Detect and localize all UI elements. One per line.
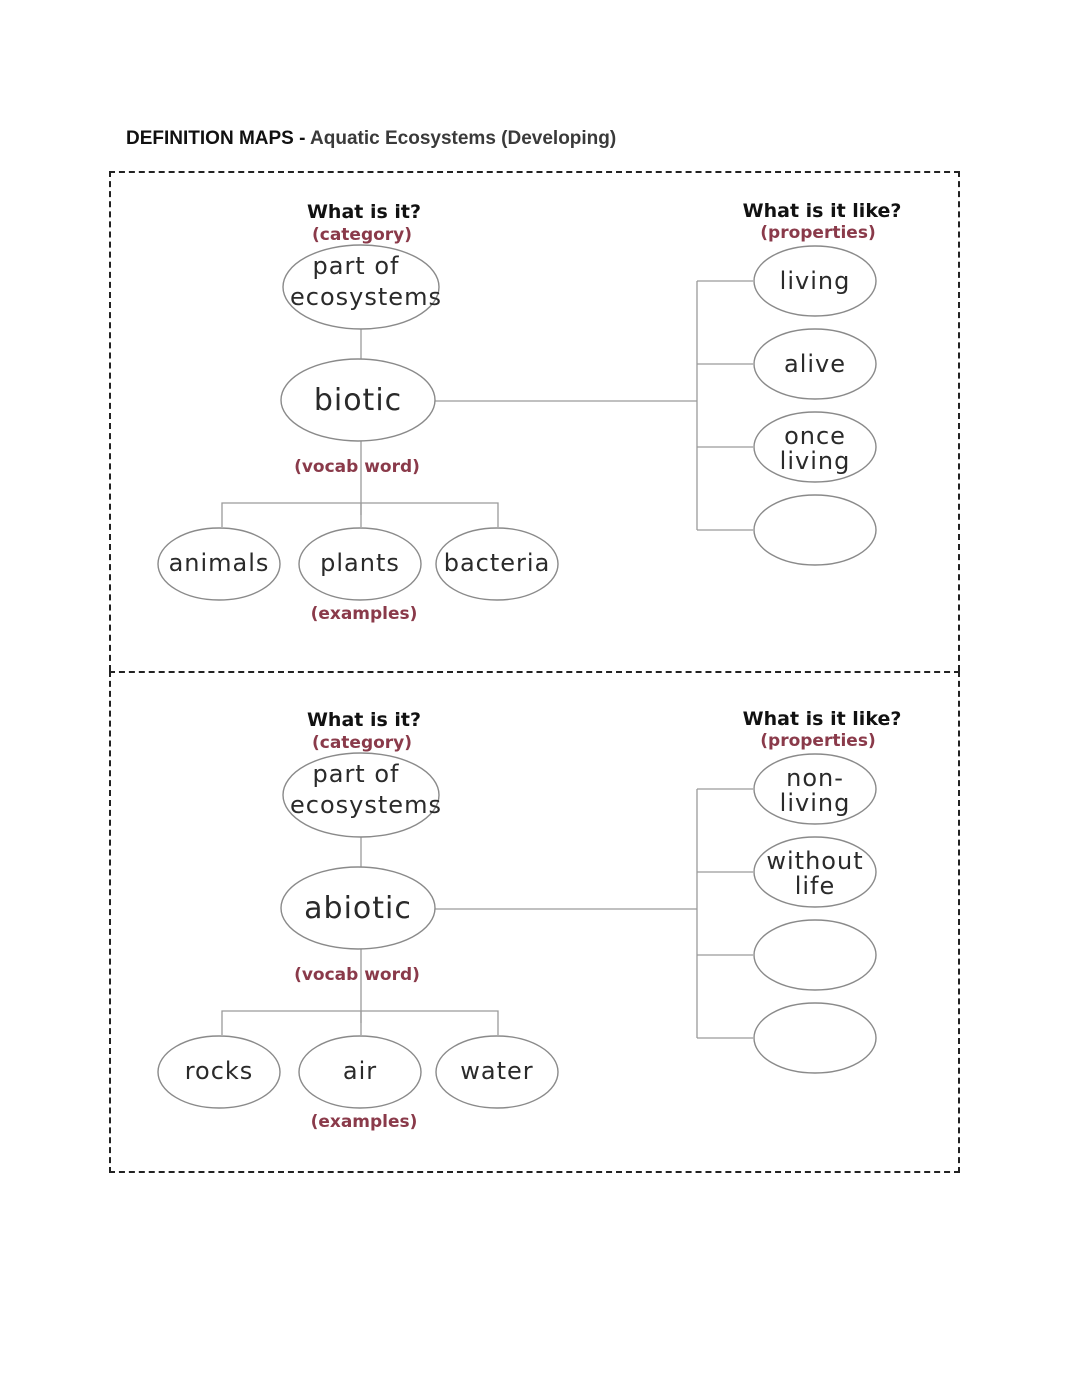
property-oval-4 [754,1003,876,1073]
category-line-2: ecosystems [290,283,442,311]
example-2: plants [320,549,400,577]
category-line-1: part of [312,252,400,280]
vocab-word: biotic [313,383,403,418]
property-oval-4 [754,495,876,565]
property-2: alive [783,350,847,378]
property-oval-3 [754,920,876,990]
vocab-word-label: (vocab word) [294,965,420,985]
example-1: animals [168,549,270,577]
vocab-word-label: (vocab word) [294,457,420,477]
category-line-2: ecosystems [290,791,442,819]
example-2: air [342,1057,378,1085]
examples-label: (examples) [310,1112,418,1132]
examples-branch [222,1011,498,1035]
examples-branch [222,503,498,527]
what-is-it-heading: What is it? [306,709,422,731]
title-main: DEFINITION MAPS - [126,128,311,149]
example-1: rocks [184,1057,254,1085]
example-3: bacteria [443,549,551,577]
property-2-line-2: life [794,872,836,900]
definition-map-2 [158,708,901,1132]
what-is-it-like-heading: What is it like? [742,708,902,730]
what-is-it-like-heading: What is it like? [742,200,902,222]
property-2-line-1: without [766,847,864,875]
category-line-1: part of [312,760,400,788]
example-3: water [460,1057,534,1085]
properties-label: (properties) [760,223,876,243]
property-1-line-2: living [779,789,851,817]
vocab-word: abiotic [304,891,412,926]
properties-label: (properties) [760,731,876,751]
category-label: (category) [311,225,413,245]
property-3-line-2: living [779,447,851,475]
examples-label: (examples) [310,604,418,624]
definition-map-1 [158,200,901,624]
title-sub: Aquatic Ecosystems (Developing) [310,128,617,149]
what-is-it-heading: What is it? [306,201,422,223]
property-1-line-1: non- [786,764,844,792]
property-3-line-1: once [784,422,846,450]
category-label: (category) [311,733,413,753]
property-1: living [779,267,851,295]
